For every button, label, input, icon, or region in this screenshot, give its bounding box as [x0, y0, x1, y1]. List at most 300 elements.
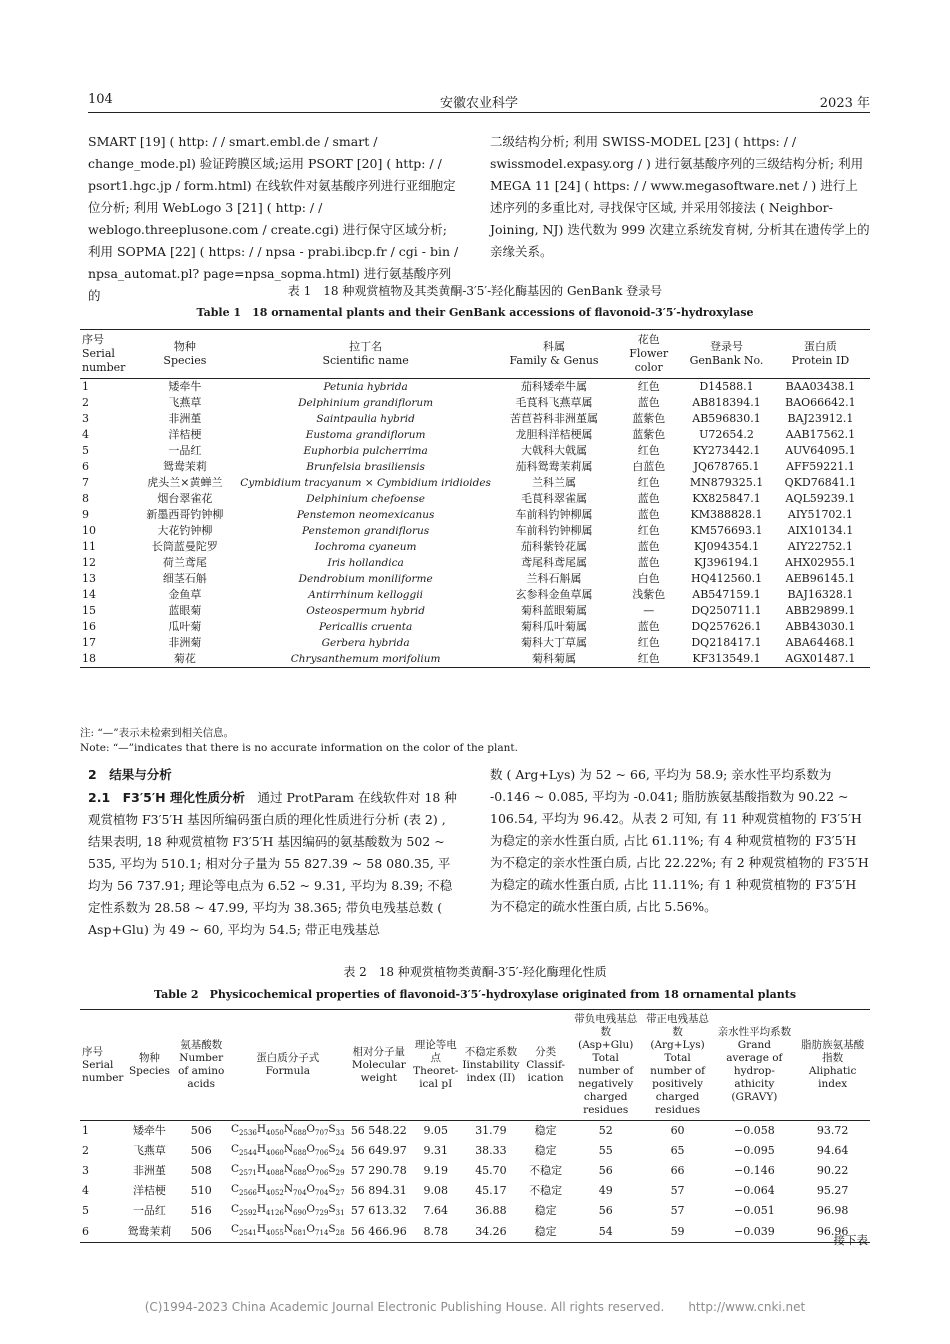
- intro-right-text: 二级结构分析; 利用 SWISS-MODEL [23] ( https: / / swissmodel.expasy.org / ) 进行氨基酸序列的三级结构分析; 利用 MEGA 11 [24] ( https: / / www.megasoftware.net / ) 进行上述序列的多重比对, 寻找保守区域, 并采用邻接法 ( Neighbor-Joining, NJ) 迭代数为 999 次建立系统发育树, 分析其在遗传学上的亲缘关系。: [490, 134, 870, 259]
- table2-cell: 9.08: [423, 1184, 448, 1198]
- formula-subscript: 707: [315, 1129, 329, 1138]
- formula-element: O: [306, 1163, 316, 1176]
- table2-formula-cell: [229, 1121, 347, 1142]
- table2-cell: 516: [190, 1204, 212, 1218]
- table2-cell: 一品红: [132, 1204, 166, 1218]
- table2-header-en: Aliphatic index: [808, 1065, 857, 1090]
- table1-cell: ABB43030.1: [785, 620, 856, 633]
- table1-row: [80, 635, 870, 651]
- table1-cell: 蓝色: [637, 492, 660, 505]
- table1-cell: 兰科石斛属: [526, 572, 582, 585]
- table1-cell: 洋桔梗: [168, 428, 202, 441]
- table1-cell: 17: [82, 636, 96, 649]
- table2-cell: 510: [190, 1184, 212, 1198]
- table1-caption-en: Table 1 18 ornamental plants and their GenBank accessions of flavonoid-3′5′-hydroxylase: [196, 306, 754, 319]
- table2-header-cn: 蛋白质分子式: [256, 1052, 320, 1064]
- formula-element: N: [283, 1183, 294, 1196]
- table1-cell: Chrysanthemum morifolium: [238, 651, 493, 668]
- table2-cell: 506: [173, 1221, 229, 1242]
- table2-header-cn: 脂肪族氨基酸指数: [801, 1039, 865, 1064]
- table1-cell: Petunia hybrida: [323, 381, 408, 393]
- table1-cell: AGX01487.1: [771, 651, 870, 668]
- table1-cell: AIX10134.1: [787, 524, 854, 537]
- formula-subscript: 4052: [266, 1189, 284, 1198]
- formula-element: H: [256, 1183, 267, 1196]
- table1-header-en: Flower color: [629, 347, 669, 374]
- table2-cell: 55: [598, 1144, 613, 1158]
- table1-cell: 非洲堇: [168, 412, 202, 425]
- table1-cell: 红色: [637, 380, 660, 393]
- table2-cell: −0.146: [734, 1164, 775, 1178]
- table2-header-cn: 不稳定系数: [464, 1045, 518, 1058]
- table1-cell: 大花钓钟柳: [157, 524, 213, 537]
- table1-cell: 蓝色: [637, 508, 660, 521]
- table2-header-cell: [80, 1010, 125, 1121]
- table1-cell: 虎头兰×黄蝉兰: [147, 476, 223, 489]
- table1-cell: AIY22752.1: [787, 540, 853, 553]
- formula-element: N: [283, 1163, 294, 1176]
- table2-cell: 稳定: [534, 1144, 557, 1158]
- table2-header-en: Theoret-ical pI: [413, 1065, 459, 1090]
- table1-cell: Iris hollandica: [327, 557, 404, 569]
- table1-cell: 毛茛科飞燕草属: [515, 396, 593, 409]
- table2-row: [80, 1201, 870, 1221]
- formula-element: S: [328, 1163, 336, 1176]
- formula-subscript: 704: [293, 1189, 307, 1198]
- table2-cell: 56 894.31: [350, 1184, 407, 1198]
- table1-cell: AFF59221.1: [786, 460, 855, 473]
- formula-subscript: 29: [335, 1169, 345, 1178]
- table2-row: [80, 1121, 870, 1142]
- table1-cell: ABA64468.1: [785, 636, 856, 649]
- table2-header-cn: 带负电残基总数 (Asp+Glu): [574, 1013, 638, 1051]
- table2-cell: 96.96: [795, 1221, 870, 1242]
- formula-subscript: 688: [293, 1149, 307, 1158]
- formula-subscript: 681: [293, 1229, 307, 1238]
- table1-header-en: GenBank No.: [689, 354, 764, 367]
- table2-header-en: Total number of negatively charged residues: [578, 1052, 634, 1116]
- table2-cell: 1: [82, 1124, 89, 1138]
- table1-cell: Delphinium grandiflorum: [298, 397, 434, 409]
- table1-header-en: Species: [163, 354, 207, 367]
- table1-cell: ABB29899.1: [785, 604, 856, 617]
- table1-row: [80, 507, 870, 523]
- formula-subscript: 706: [315, 1149, 329, 1158]
- table1-header-cn: 科属: [543, 340, 566, 353]
- table1-cell: 8: [82, 492, 89, 505]
- table1-cell: QKD76841.1: [784, 476, 857, 489]
- formula-subscript: 31: [335, 1209, 345, 1218]
- table2-cell: 94.64: [816, 1144, 849, 1158]
- table2-cell: 矮牵牛: [132, 1124, 166, 1138]
- table1-row: [80, 395, 870, 411]
- table2-cell: 2: [82, 1144, 89, 1158]
- formula-element: S: [328, 1223, 336, 1236]
- table1-cell: MN879325.1: [689, 476, 764, 489]
- table1-cell: 蓝紫色: [632, 412, 666, 425]
- table1-cell: Iochroma cyaneum: [314, 541, 417, 553]
- table2-row: [80, 1141, 870, 1161]
- table1-cell: 一品红: [168, 444, 202, 457]
- table2-cell: −0.095: [734, 1144, 775, 1158]
- table2-header-en: Number of amino acids: [178, 1052, 225, 1090]
- table2-header-row: [80, 1010, 870, 1121]
- table1-cell: JQ678765.1: [693, 460, 760, 473]
- table2: [80, 1009, 870, 1243]
- journal-name: 安徽农业科学: [439, 96, 518, 111]
- table1-cell: 飞燕草: [168, 396, 202, 409]
- table1-row: [80, 539, 870, 555]
- formula-subscript: 690: [293, 1209, 307, 1218]
- table1-cell: 13: [82, 572, 96, 585]
- table2-cell: 56 548.22: [350, 1124, 407, 1138]
- table2-cell: 9.19: [423, 1164, 448, 1178]
- table2-cell: 57: [670, 1204, 685, 1218]
- table2-cell: 56 649.97: [350, 1144, 407, 1158]
- table1-cell: Eustoma grandiflorum: [305, 429, 426, 441]
- table1-cell: 玄参科金鱼草属: [515, 588, 593, 601]
- table1-header-en: Serial number: [82, 347, 126, 374]
- formula-element: C: [230, 1143, 240, 1156]
- formula-element: N: [283, 1143, 294, 1156]
- table2-cell: −0.039: [713, 1221, 795, 1242]
- table1-row: [80, 475, 870, 491]
- table1-cell: AQL59239.1: [785, 492, 856, 505]
- table2-cell: 稳定: [534, 1204, 557, 1218]
- table2-cell: 45.17: [475, 1184, 507, 1198]
- table1-header-cell: [615, 330, 682, 379]
- table1-cell: 红色: [637, 476, 660, 489]
- table1-cell: 矮牵牛: [168, 380, 202, 393]
- table1-cell: Brunfelsia brasiliensis: [306, 461, 425, 473]
- table1-cell: 菊科瓜叶菊属: [521, 620, 588, 633]
- table1-cell: AEB96145.1: [785, 572, 856, 585]
- table1-cell: 车前科钓钟柳属: [515, 508, 593, 521]
- table1: [80, 329, 870, 668]
- formula-element: O: [306, 1223, 316, 1236]
- table1-cell: Osteospermum hybrid: [306, 605, 425, 617]
- table2-cell: 31.79: [475, 1124, 507, 1138]
- table2-cell: 9.31: [423, 1144, 448, 1158]
- formula-element: C: [230, 1203, 240, 1216]
- table2-header-cn: 理论等电点: [414, 1039, 457, 1064]
- table2-header-cn: 带正电残基总数 (Arg+Lys): [646, 1013, 710, 1051]
- table1-cell: 4: [82, 428, 89, 441]
- table2-cell: 6: [80, 1221, 125, 1242]
- table1-cell: 9: [82, 508, 89, 521]
- table2-cell: 飞燕草: [132, 1144, 166, 1158]
- table1-cell: 茄科鸳鸯茉莉属: [515, 460, 593, 473]
- copyright-footer: (C)1994-2023 China Academic Journal Electronic Publishing House. All rights reserved. http://www.cnki.net: [144, 1300, 806, 1314]
- table1-cell: 龙胆科洋桔梗属: [515, 428, 593, 441]
- table1-note-cn: 注: “—”表示未检索到相关信息。: [80, 727, 235, 739]
- formula-subscript: 688: [293, 1129, 307, 1138]
- table2-header-en: Serial number: [82, 1058, 124, 1084]
- table2-header-cell: [347, 1010, 412, 1121]
- table1-cell: 红色: [615, 651, 682, 668]
- formula-element: S: [328, 1123, 336, 1135]
- table2-cell: 506: [190, 1124, 212, 1138]
- table2-cell: 93.72: [816, 1124, 849, 1138]
- formula-subscript: 2571: [239, 1169, 257, 1178]
- table1-cell: 苦苣苔科非洲堇属: [510, 412, 599, 425]
- table1-cell: 16: [82, 620, 96, 633]
- table2-cell: 8.78: [411, 1221, 460, 1242]
- table1-cell: AB547159.1: [692, 588, 761, 601]
- table1-cell: 新墨西哥钓钟柳: [146, 508, 224, 521]
- table2-header-en: Iinstability index (II): [462, 1058, 520, 1084]
- formula-subscript: 24: [335, 1149, 345, 1158]
- table2-header-cn: 物种: [138, 1052, 160, 1064]
- formula-element: H: [256, 1143, 267, 1156]
- formula-element: H: [256, 1223, 267, 1236]
- table2-cell: 52: [598, 1124, 613, 1138]
- formula-subscript: 2541: [239, 1229, 257, 1238]
- table2-cell: 57: [670, 1184, 685, 1198]
- table1-cell: 浅紫色: [632, 588, 666, 601]
- table1-cell: 荷兰鸢尾: [162, 556, 207, 569]
- section-left-paragraph: [88, 787, 460, 941]
- table2-header-en: Total number of positively charged residues: [650, 1052, 706, 1116]
- table1-cell: AB596830.1: [692, 412, 761, 425]
- formula-subscript: 706: [315, 1169, 329, 1178]
- table2-header-cn: 分类: [535, 1045, 557, 1058]
- table-continued-label: 接下表: [833, 1233, 868, 1247]
- formula-element: N: [283, 1123, 294, 1135]
- table1-cell: BAA03438.1: [785, 380, 856, 393]
- formula-element: C: [230, 1223, 240, 1236]
- table1-cell: DQ257626.1: [691, 620, 762, 633]
- formula-element: H: [256, 1203, 267, 1216]
- table1-header-cn: 花色: [637, 333, 660, 346]
- table1-row: [80, 491, 870, 507]
- table1-cell: Delphinium chefoense: [306, 493, 425, 505]
- formula-subscript: 4060: [266, 1149, 284, 1158]
- table2-header-cell: [125, 1010, 173, 1121]
- table2-caption-en: Table 2 Physicochemical properties of flavonoid-3′5′-hydroxylase originated from 18 ornamental plants: [153, 988, 797, 1001]
- table1-cell: BAJ16328.1: [787, 588, 854, 601]
- table1-cell: 1: [82, 380, 89, 393]
- table1-cell: 蓝色: [637, 556, 660, 569]
- table2-formula-cell: [229, 1181, 347, 1201]
- table1-row: [80, 651, 870, 668]
- table1-cell: 蓝色: [637, 620, 660, 633]
- formula-subscript: 714: [315, 1229, 329, 1238]
- table1-cell: KJ094354.1: [693, 540, 760, 553]
- table1-cell: D14588.1: [699, 380, 754, 393]
- table1-cell: DQ250711.1: [691, 604, 762, 617]
- table1-row: [80, 459, 870, 475]
- table1-cell: 茄科矮牵牛属: [521, 380, 588, 393]
- table1-cell: 2: [82, 396, 89, 409]
- table1-cell: 细茎石斛: [162, 572, 207, 585]
- formula-element: S: [328, 1183, 336, 1196]
- table2-header-cell: [229, 1010, 347, 1121]
- table1-cell: AIY51702.1: [787, 508, 853, 521]
- table1-row: [80, 555, 870, 571]
- table1-header-cn: 登录号: [710, 340, 744, 353]
- table2-formula-cell: [229, 1201, 347, 1221]
- table1-row: [80, 603, 870, 619]
- table1-row: [80, 571, 870, 587]
- table1-note-en: Note: “—”indicates that there is no accurate information on the color of the plant.: [80, 742, 518, 754]
- table1-cell: 6: [82, 460, 89, 473]
- table2-cell: 3: [82, 1164, 89, 1178]
- table2-cell: 60: [670, 1124, 685, 1138]
- table1-cell: 烟台翠雀花: [157, 492, 213, 505]
- table1-cell: AB818394.1: [692, 396, 761, 409]
- table2-cell: 5: [82, 1204, 89, 1218]
- table1-cell: 12: [82, 556, 96, 569]
- table1-cell: 菊科菊属: [493, 651, 615, 668]
- table1-cell: Saintpaulia hybrid: [316, 413, 415, 425]
- table2-cell: 90.22: [816, 1164, 849, 1178]
- formula-element: H: [256, 1163, 267, 1176]
- table1-cell: AAB17562.1: [785, 428, 856, 441]
- table1-header-cell: [238, 330, 493, 379]
- table2-cell: 34.26: [460, 1221, 521, 1242]
- table1-cell: AHX02955.1: [784, 556, 856, 569]
- table1-header-cn: 蛋白质: [803, 340, 837, 353]
- table1-cell: 18: [80, 651, 131, 668]
- table1-cell: 14: [82, 588, 96, 601]
- table1-cell: 11: [82, 540, 96, 553]
- section-left-text: 通过 ProtParam 在线软件对 18 种观赏植物 F3′5′H 基因所编码蛋白质的理化性质进行分析 (表 2) , 结果表明, 18 种观赏植物 F3′5′H 基因编码的氨基酸数为 502 ~ 535, 平均为 510.1; 相对分子量为 55 827.39 ~ 58 080.35, 平均为 56 737.91; 理论等电点为 6.52 ~ 9.31, 平均为 8.39; 不稳定性系数为 28.58 ~ 47.99, 平均为 38.365; 带负电残基总数 ( Asp+Glu) 为 49 ~ 60, 平均为 54.5; 带正电残基总: [88, 790, 457, 937]
- table1-cell: 5: [82, 444, 89, 457]
- table2-cell: 95.27: [816, 1184, 849, 1198]
- table1-row: [80, 443, 870, 459]
- table1-cell: 菊科大丁草属: [521, 636, 588, 649]
- formula-subscript: 688: [293, 1169, 307, 1178]
- table1-cell: Dendrobium moniliforme: [298, 573, 433, 585]
- formula-element: O: [306, 1143, 316, 1156]
- formula-element: S: [328, 1203, 336, 1216]
- table2-header-cn: 相对分子量: [352, 1045, 406, 1058]
- table2-cell: 54: [570, 1221, 642, 1242]
- table1-cell: Cymbidium tracyanum × Cymbidium iridioides: [240, 477, 491, 489]
- table1-caption-cn: 表 1 18 种观赏植物及其类黄酮-3′5′-羟化酶基因的 GenBank 登录号: [287, 284, 663, 298]
- table2-cell: 9.05: [423, 1124, 448, 1138]
- table1-cell: Pericallis cruenta: [318, 621, 413, 633]
- table1-header-cell: [682, 330, 771, 379]
- table2-header-en: Formula: [265, 1065, 310, 1077]
- table1-cell: 大戟科大戟属: [521, 444, 588, 457]
- table1-cell: KM388828.1: [690, 508, 763, 521]
- table1-cell: 蓝色: [637, 396, 660, 409]
- table2-cell: 508: [190, 1164, 212, 1178]
- table2-header-cn: 亲水性平均系数: [717, 1026, 792, 1038]
- table2-cell: 稳定: [521, 1221, 569, 1242]
- intro-left-column: [88, 131, 460, 307]
- table2-cell: 57 613.32: [350, 1204, 407, 1218]
- formula-subscript: 27: [335, 1189, 345, 1198]
- table1-cell: 10: [82, 524, 96, 537]
- table1-cell: 毛茛科翠雀属: [521, 492, 588, 505]
- table2-header-cell: [411, 1010, 460, 1121]
- table1-cell: 瓜叶菊: [168, 620, 202, 633]
- table1-cell: 3: [82, 412, 89, 425]
- page-number: 104: [88, 92, 113, 107]
- formula-element: C: [230, 1123, 240, 1135]
- table1-cell: Penstemon neomexicanus: [296, 509, 435, 521]
- table1-header-cell: [131, 330, 238, 379]
- table2-cell: 59: [642, 1221, 714, 1242]
- table1-row: [80, 523, 870, 539]
- table2-header-cell: [795, 1010, 870, 1121]
- table2-header-cell: [521, 1010, 569, 1121]
- formula-subscript: 2566: [239, 1189, 257, 1198]
- table1-cell: U72654.2: [699, 428, 754, 441]
- table2-header-cn: 序号: [82, 1045, 103, 1058]
- formula-subscript: 4055: [266, 1229, 284, 1238]
- table2-cell: 56: [598, 1204, 613, 1218]
- formula-subscript: 2592: [239, 1209, 257, 1218]
- table1-cell: 长筒蓝曼陀罗: [151, 540, 218, 553]
- table1-cell: 7: [82, 476, 89, 489]
- running-header: [88, 92, 870, 113]
- table1-cell: 鸢尾科鸢尾属: [521, 556, 588, 569]
- table1-cell: 蓝眼菊: [168, 604, 202, 617]
- table2-header-cell: [642, 1010, 714, 1121]
- table1-cell: 15: [82, 604, 96, 617]
- table2-formula-cell: [229, 1161, 347, 1181]
- formula-element: N: [283, 1223, 294, 1236]
- table1-header-en: Protein ID: [791, 354, 850, 367]
- section-left-column: [88, 787, 460, 941]
- table2-header-cell: [173, 1010, 229, 1121]
- table1-row: [80, 619, 870, 635]
- table1-cell: HQ412560.1: [690, 572, 763, 585]
- table1-cell: 菊科蓝眼菊属: [521, 604, 588, 617]
- formula-element: C: [230, 1163, 240, 1176]
- table1-cell: —: [643, 604, 655, 617]
- table2-cell: 56: [598, 1164, 613, 1178]
- table1-cell: 兰科兰属: [532, 476, 577, 489]
- table1-cell: 红色: [637, 636, 660, 649]
- table1-cell: 红色: [637, 524, 660, 537]
- section-heading: 2 结果与分析: [88, 767, 172, 782]
- table1-cell: Gerbera hybrida: [321, 637, 410, 649]
- table1-cell: KM576693.1: [690, 524, 763, 537]
- table1-header-cn: 序号: [82, 333, 104, 346]
- table2-cell: 不稳定: [529, 1164, 563, 1178]
- table2-cell: 56 466.96: [347, 1221, 412, 1242]
- table2-cell: 稳定: [534, 1124, 557, 1138]
- table2-header-cn: 氨基酸数: [180, 1039, 223, 1051]
- table2-header-cell: [460, 1010, 521, 1121]
- table2-cell: 非洲堇: [132, 1164, 166, 1178]
- table1-cell: BAO66642.1: [785, 396, 856, 409]
- table2-header-cell: [713, 1010, 795, 1121]
- table1-header-cell: [80, 330, 131, 379]
- table1-header-en: Scientific name: [322, 354, 409, 367]
- table2-header-en: Molecular weight: [351, 1058, 406, 1084]
- table1-cell: 蓝色: [637, 540, 660, 553]
- formula-element: N: [283, 1203, 294, 1216]
- subsection-label: 2.1 F3′5′H 理化性质分析: [88, 790, 245, 805]
- formula-subscript: 2544: [239, 1149, 257, 1158]
- table2-cell: −0.064: [734, 1184, 775, 1198]
- table1-row: [80, 411, 870, 427]
- table1-cell: Antirrhinum kelloggii: [308, 589, 423, 601]
- table1-cell: KF313549.1: [682, 651, 771, 668]
- table1-cell: 金鱼草: [168, 588, 202, 601]
- table2-header-en: Species: [128, 1065, 170, 1077]
- formula-element: O: [306, 1123, 316, 1135]
- formula-subscript: 33: [335, 1129, 345, 1138]
- table2-cell: 4: [82, 1184, 89, 1198]
- table2-cell: 45.70: [475, 1164, 507, 1178]
